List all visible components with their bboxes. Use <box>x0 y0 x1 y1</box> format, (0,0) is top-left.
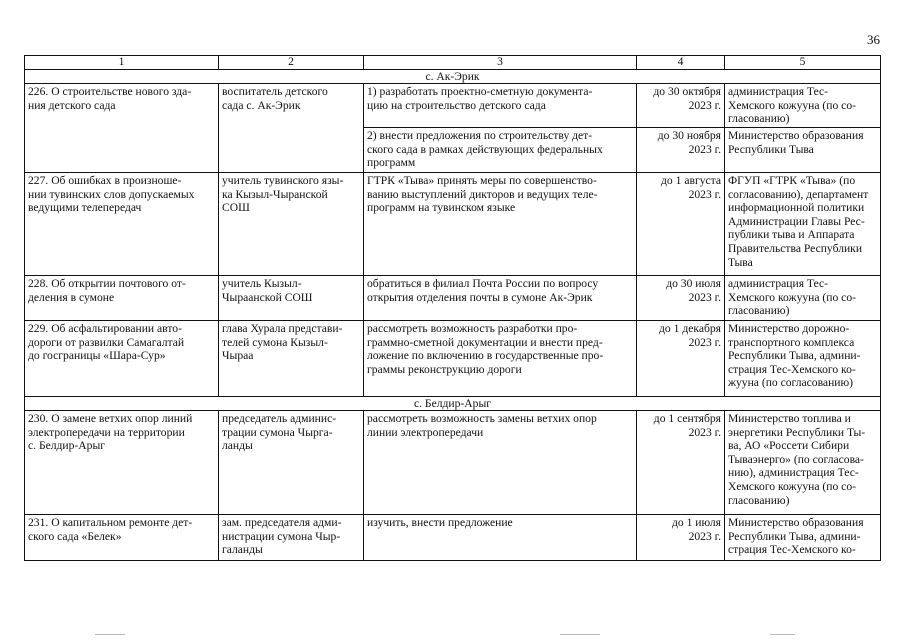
table-row <box>25 515 881 561</box>
section-beldir-arig: с. Белдир-Арыг <box>25 397 881 411</box>
table-row <box>25 173 881 276</box>
measures-table <box>24 55 881 561</box>
page-number: 36 <box>867 32 880 47</box>
row-226-measure-1: 1) разработать проектно-сметную документа- цию на строительство детского сада <box>364 84 637 128</box>
header-col-4: 4 <box>637 56 725 70</box>
row-227-measure: ГТРК «Тыва» принять меры по совершенство- ванию выступлений дикторов и ведущих теле- программ на тувинском языке <box>364 173 637 276</box>
row-227-responsible: ФГУП «ГТРК «Тыва» (по согласованию), департамент информационной политики Администрации Главы Рес- публики тыва и Аппарата Правительства Республики Тыва <box>725 173 881 276</box>
row-229-measure: рассмотреть возможность разработки про- граммно-сметной документации и внести пред- ложение по включению в государственные про- граммы реконструкцию дороги <box>364 321 637 397</box>
header-col-1: 1 <box>25 56 219 70</box>
row-231-title: 231. О капитальном ремонте дет- ского сада «Белек» <box>25 515 219 561</box>
header-col-3: 3 <box>364 56 637 70</box>
row-229-title: 229. Об асфальтировании авто- дороги от развилки Самагалтай до госграницы «Шара-Сур» <box>25 321 219 397</box>
scan-artifacts <box>0 630 905 640</box>
row-228-title: 228. Об открытии почтового от- деления в сумоне <box>25 276 219 321</box>
table-row <box>25 84 881 128</box>
header-row <box>25 56 881 70</box>
row-230-measure: рассмотреть возможность замены ветхих опор линии электропередачи <box>364 411 637 515</box>
row-231-date: до 1 июля 2023 г. <box>637 515 725 561</box>
row-230-author: председатель админис- трации сумона Чырга- ланды <box>219 411 364 515</box>
row-230-title: 230. О замене ветхих опор линий электропередачи на территории с. Белдир-Арыг <box>25 411 219 515</box>
row-227-title: 227. Об ошибках в произноше- нии тувинских слов допускаемых ведущими телепередач <box>25 173 219 276</box>
row-229-author: глава Хурала представи- телей сумона Кызыл- Чыраа <box>219 321 364 397</box>
row-226-measure-2: 2) внести предложения по строительству дет- ского сада в рамках действующих федеральных программ <box>364 128 637 173</box>
row-226-responsible-2: Министерство образования Республики Тыва <box>725 128 881 173</box>
row-231-measure: изучить, внести предложение <box>364 515 637 561</box>
row-228-measure: обратиться в филиал Почта России по вопросу открытия отделения почты в сумоне Ак-Эрик <box>364 276 637 321</box>
row-231-responsible: Министерство образования Республики Тыва, админи- страция Тес-Хемского ко- <box>725 515 881 561</box>
row-231-author: зам. председателя адми- нистрации сумона Чыр- галанды <box>219 515 364 561</box>
row-226-date-2: до 30 ноября 2023 г. <box>637 128 725 173</box>
row-227-author: учитель тувинского язы- ка Кызыл-Чыранской СОШ <box>219 173 364 276</box>
row-228-date: до 30 июля 2023 г. <box>637 276 725 321</box>
row-228-responsible: администрация Тес- Хемского кожууна (по со- гласованию) <box>725 276 881 321</box>
table-row <box>25 411 881 515</box>
section-row <box>25 70 881 84</box>
row-230-date: до 1 сентября 2023 г. <box>637 411 725 515</box>
header-col-5: 5 <box>725 56 881 70</box>
header-col-2: 2 <box>219 56 364 70</box>
row-226-responsible-1: администрация Тес- Хемского кожууна (по со- гласованию) <box>725 84 881 128</box>
row-227-date: до 1 августа 2023 г. <box>637 173 725 276</box>
section-row <box>25 397 881 411</box>
row-228-author: учитель Кызыл- Чыраанской СОШ <box>219 276 364 321</box>
row-226-title: 226. О строительстве нового зда- ния детского сада <box>25 84 219 173</box>
row-226-author: воспитатель детского сада с. Ак-Эрик <box>219 84 364 173</box>
table-row <box>25 276 881 321</box>
row-229-date: до 1 декабря 2023 г. <box>637 321 725 397</box>
row-230-responsible: Министерство топлива и энергетики Республики Ты- ва, АО «Россети Сибири Тываэнерго» (по согласова- нию), администрация Тес- Хемского кожууна (по со- гласованию) <box>725 411 881 515</box>
row-229-responsible: Министерство дорожно- транспортного комплекса Республики Тыва, админи- страция Тес-Хемского ко- жууна (по согласованию) <box>725 321 881 397</box>
section-ak-erik: с. Ак-Эрик <box>25 70 881 84</box>
table-row <box>25 321 881 397</box>
row-226-date-1: до 30 октября 2023 г. <box>637 84 725 128</box>
